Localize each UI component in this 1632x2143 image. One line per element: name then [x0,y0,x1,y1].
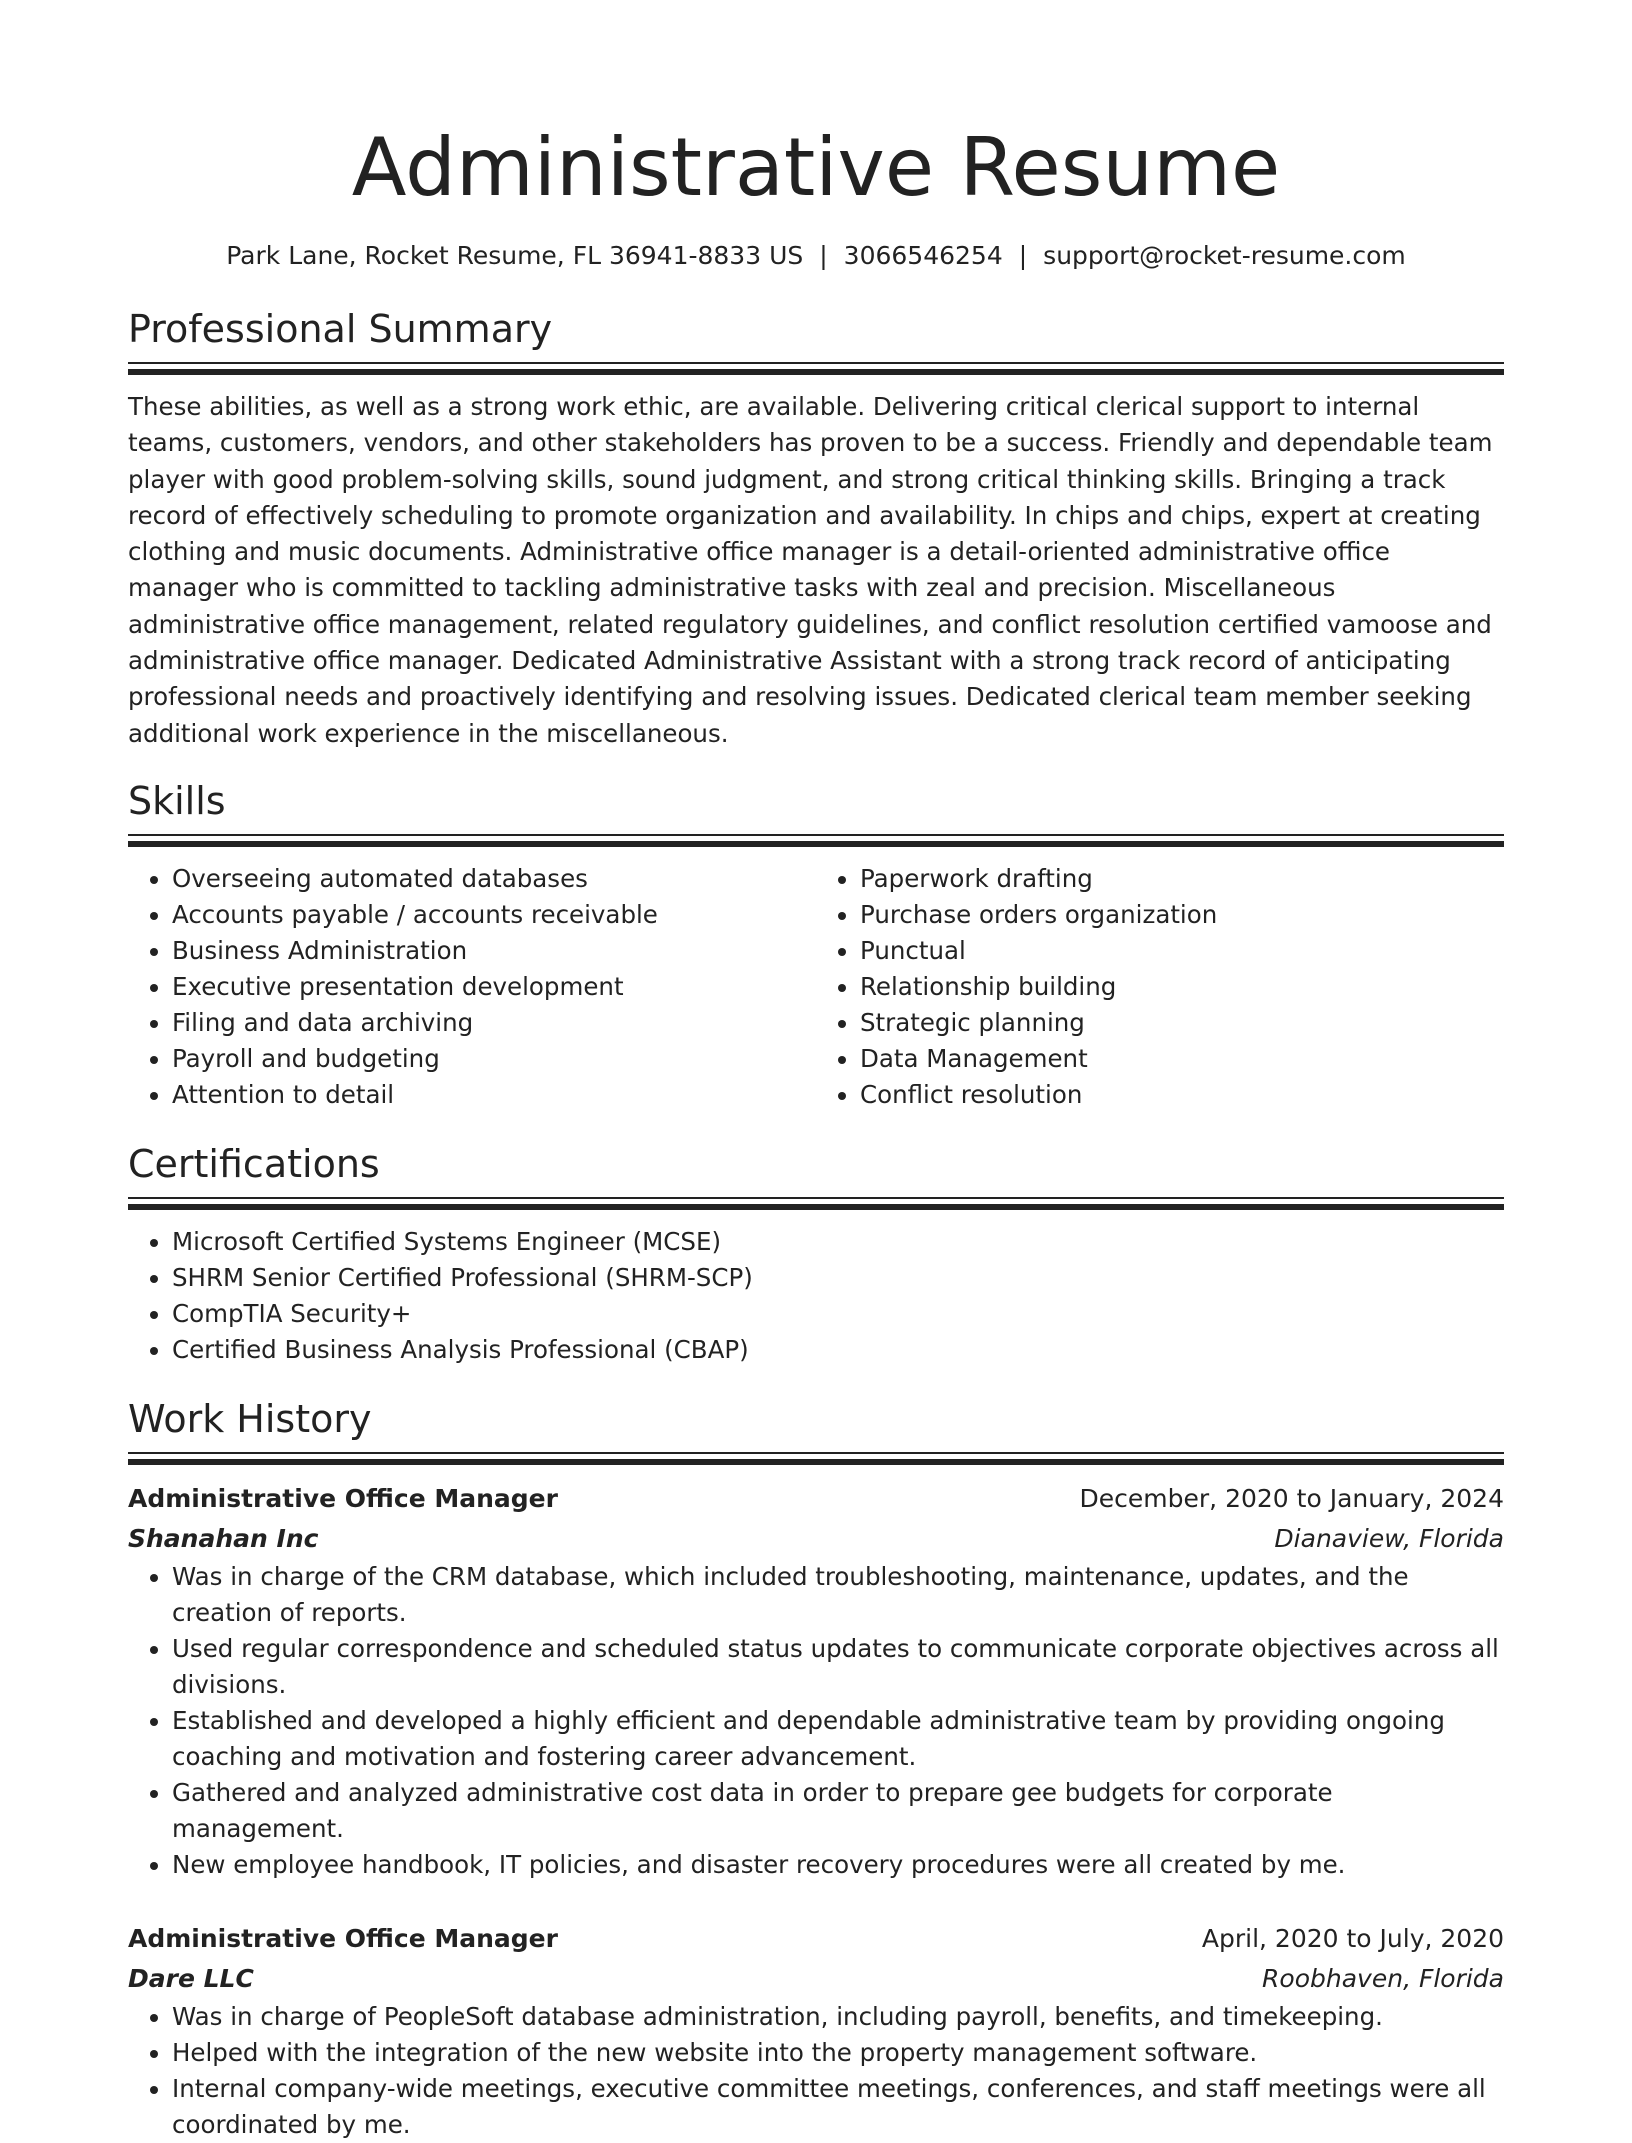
job-company: Shanahan Inc [128,1523,319,1553]
skill-item: • Data Management [860,1041,1504,1077]
section-divider [128,834,1504,847]
job-duty: • Was in charge of PeopleSoft database administration, including payroll, benefits, and timekeeping. [172,1999,1504,2035]
section-divider [128,1452,1504,1465]
job-duty: • Helped with the integration of the new website into the property management software. [172,2035,1504,2071]
certification-item: • Certified Business Analysis Professional (CBAP) [172,1332,1504,1368]
job-header [128,1479,1504,1519]
certification-item: • CompTIA Security+ [172,1296,1504,1332]
section-divider [128,362,1504,375]
job-dates: April, 2020 to July, 2020 [1201,1923,1504,1953]
certifications-list [128,1224,1504,1368]
job-title: Administrative Office Manager [128,1923,558,1953]
skill-item: • Filing and data archiving [172,1005,816,1041]
job-duties [128,1559,1504,1883]
skill-item: • Payroll and budgeting [172,1041,816,1077]
job-location: Dianaview, Florida [1274,1523,1504,1553]
skill-item: • Relationship building [860,969,1504,1005]
job-location: Roobhaven, Florida [1262,1963,1504,1993]
job-duties [128,1999,1504,2143]
certifications-section [128,1139,1504,1368]
job-entry [128,1919,1504,2143]
skill-item: • Strategic planning [860,1005,1504,1041]
skills-list-right [816,861,1504,1113]
work-history-section [128,1394,1504,2143]
certification-item: • Microsoft Certified Systems Engineer (MCSE) [172,1224,1504,1260]
skills-heading: Skills [128,778,226,823]
skill-item: • Business Administration [172,933,816,969]
job-subheader [128,1519,1504,1559]
skill-item: • Attention to detail [172,1077,816,1113]
skills-columns [128,861,1504,1113]
skill-item: • Conflict resolution [860,1077,1504,1113]
skill-item: • Executive presentation development [172,969,816,1005]
certifications-heading: Certifications [128,1141,380,1186]
contact-email: support@rocket-resume.com [1043,241,1406,270]
job-duty: • Established and developed a highly efficient and dependable administrative team by providing ongoing coaching and motivation and fostering career advancement. [172,1703,1504,1775]
job-entry [128,1479,1504,1883]
skill-item: • Purchase orders organization [860,897,1504,933]
contact-separator: | [1018,241,1028,270]
job-duty: • Gathered and analyzed administrative cost data in order to prepare gee budgets for corporate management. [172,1775,1504,1847]
job-header [128,1919,1504,1959]
job-subheader [128,1959,1504,1999]
section-divider [128,1197,1504,1210]
skill-item: • Accounts payable / accounts receivable [172,897,816,933]
contact-separator: | [819,241,828,270]
job-dates: December, 2020 to January, 2024 [1079,1483,1504,1513]
skill-item: • Overseeing automated databases [172,861,816,897]
summary-section [128,304,1504,752]
skills-list-left [128,861,816,1113]
certification-item: • SHRM Senior Certified Professional (SHRM-SCP) [172,1260,1504,1296]
summary-heading: Professional Summary [128,307,553,351]
job-title: Administrative Office Manager [128,1483,558,1513]
job-duty: • Internal company-wide meetings, executive committee meetings, conferences, and staff meetings were all coordinated by me. [172,2071,1504,2143]
work-history-heading: Work History [128,1396,372,1441]
summary-text: These abilities, as well as a strong work ethic, are available. Delivering critical clerical support to internal teams, customers, vendors, and other stakeholders has proven to be a success. Friendly and dependable team player with good problem-solving skills, sound judgment, and strong critical thinking skills. Bringing a track record of effectively scheduling to promote organization and availability. In chips and chips, expert at creating clothing and music documents. Administrative office manager is a detail-oriented administrative office manager who is committed to tackling administrative tasks with zeal and precision. Miscellaneous administrative office management, related regulatory guidelines, and conflict resolution certified vamoose and administrative office manager. Dedicated Administrative Assistant with a strong track record of anticipating professional needs and proactively identifying and resolving issues. Dedicated clerical team member seeking additional work experience in the miscellaneous. [128,392,1493,748]
skill-item: • Punctual [860,933,1504,969]
contact-address: Park Lane, Rocket Resume, FL 36941-8833 US [226,241,804,270]
resume-title: Administrative Resume [351,121,1281,214]
contact-line [128,240,1504,272]
skills-section [128,776,1504,1113]
job-company: Dare LLC [128,1963,254,1993]
job-duty: • New employee handbook, IT policies, and disaster recovery procedures were all created by me. [172,1847,1504,1883]
job-duty: • Was in charge of the CRM database, which included troubleshooting, maintenance, updates, and the creation of reports. [172,1559,1504,1631]
job-duty: • Used regular correspondence and scheduled status updates to communicate corporate objectives across all divisions. [172,1631,1504,1703]
contact-phone: 3066546254 [843,241,1003,270]
skill-item: • Paperwork drafting [860,861,1504,897]
